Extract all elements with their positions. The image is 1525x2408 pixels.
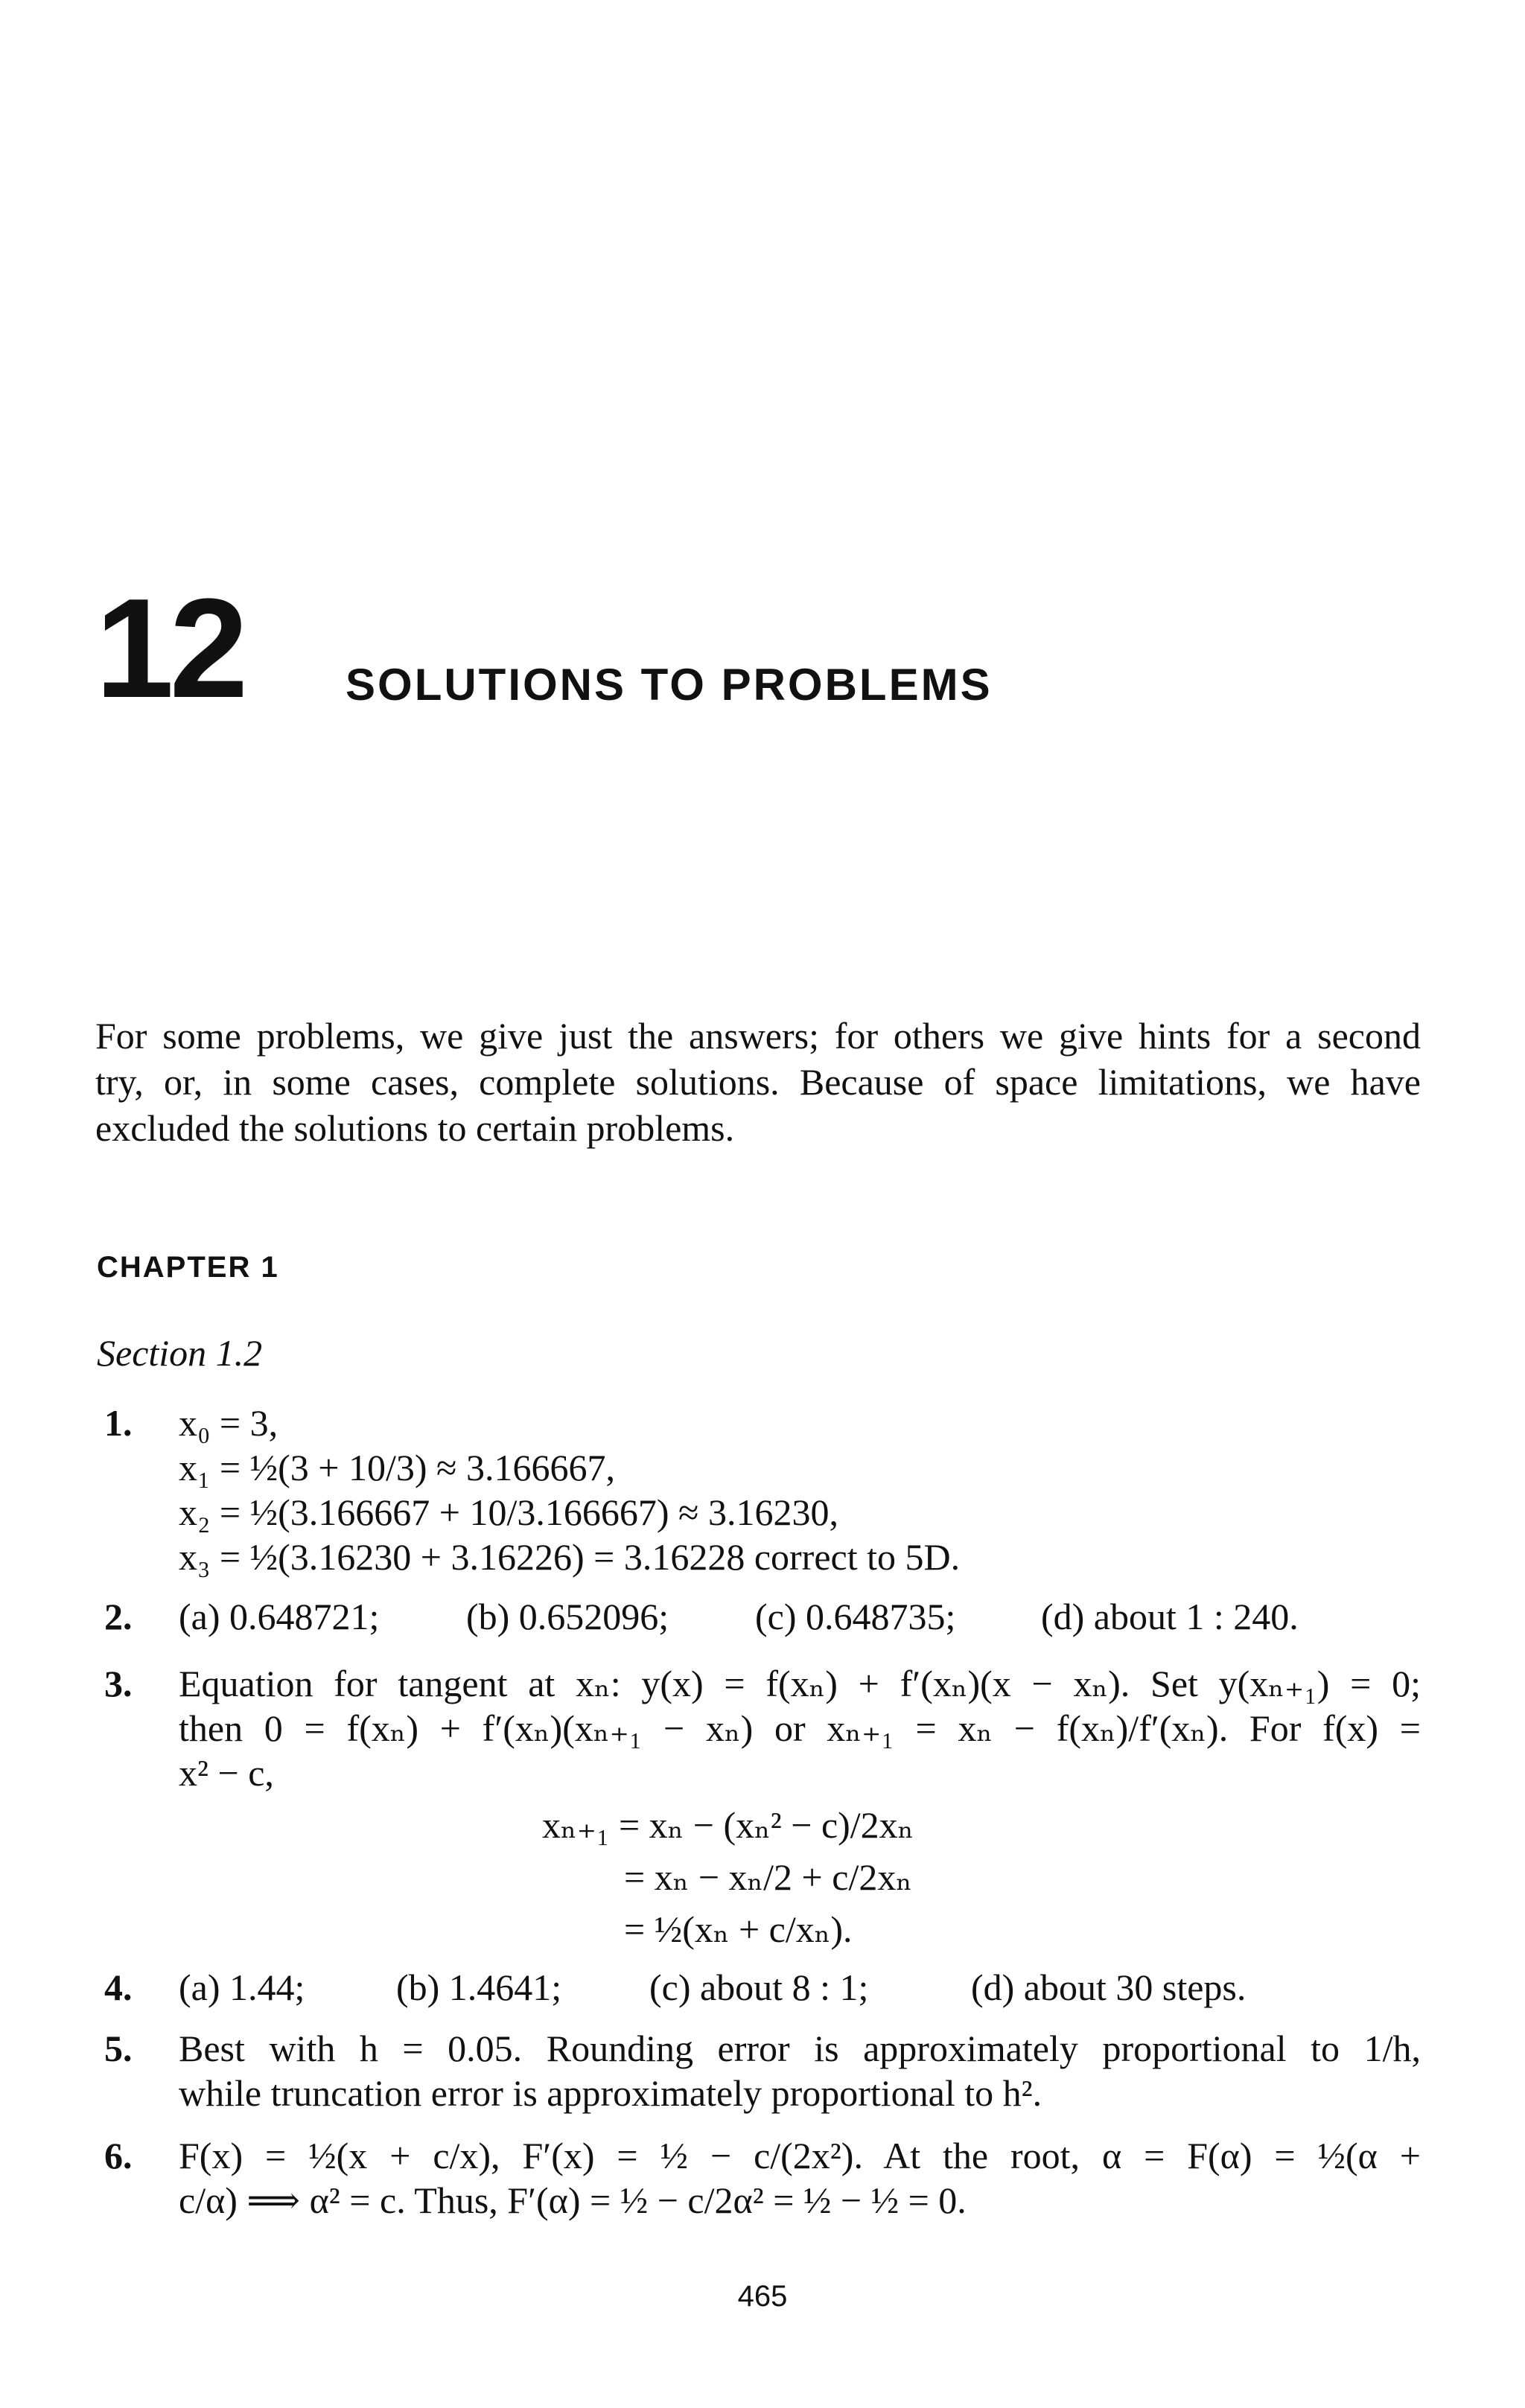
intro-line: For some problems, we give just the answers; for others we give hints for a second (95, 1015, 1421, 1057)
answer-b: (b) 1.4641; (396, 1966, 562, 2008)
answer-b: (b) 0.652096; (466, 1596, 669, 1637)
intro-paragraph (95, 1013, 1421, 1151)
chapter-heading: CHAPTER 1 (97, 1251, 279, 1284)
display-equation: = xₙ − xₙ/2 + c/2xₙ (624, 1856, 912, 1898)
text-line: c/α) ⟹ α² = c. Thus, F′(α) = ½ − c/2α² = ½ − ½ = 0. (179, 2179, 967, 2221)
chapter-number: 12 (95, 570, 244, 727)
answer-a: (a) 0.648721; (179, 1596, 380, 1637)
problem-number: 1. (104, 1402, 133, 1444)
text-line: then 0 = f(xₙ) + f′(xₙ)(xₙ₊₁ − xₙ) or xₙ₊₁ = xₙ − f(xₙ)/f′(xₙ). For f(x) = (179, 1707, 1421, 1749)
answer-c: (c) about 8 : 1; (649, 1966, 869, 2008)
text-line: Equation for tangent at xₙ: y(x) = f(xₙ) + f′(xₙ)(x − xₙ). Set y(xₙ₊₁) = 0; (179, 1663, 1421, 1704)
text-line: Best with h = 0.05. Rounding error is approximately proportional to 1/h, (179, 2028, 1421, 2069)
intro-line: excluded the solutions to certain problems. (95, 1107, 735, 1149)
problem-number: 5. (104, 2028, 133, 2069)
answer-a: (a) 1.44; (179, 1966, 305, 2008)
equation-line: x₂ = ½(3.166667 + 10/3.166667) ≈ 3.16230, (179, 1491, 838, 1533)
section-heading: Section 1.2 (97, 1332, 263, 1374)
display-equation: xₙ₊₁ = xₙ − (xₙ² − c)/2xₙ (542, 1804, 914, 1846)
problem-number: 2. (104, 1596, 133, 1637)
equation-line: x₀ = 3, (179, 1402, 278, 1444)
problem-number: 4. (104, 1966, 133, 2008)
problem-number: 3. (104, 1663, 133, 1704)
page-number: 465 (737, 2280, 788, 2313)
text-line: x² − c, (179, 1752, 274, 1794)
equation-line: x₃ = ½(3.16230 + 3.16226) = 3.16228 correct to 5D. (179, 1536, 961, 1578)
problem-number: 6. (104, 2135, 133, 2176)
text-line: F(x) = ½(x + c/x), F′(x) = ½ − c/(2x²). At the root, α = F(α) = ½(α + (179, 2135, 1421, 2176)
chapter-title: SOLUTIONS TO PROBLEMS (346, 660, 993, 710)
text-line: while truncation error is approximately proportional to h². (179, 2072, 1042, 2114)
answer-d: (d) about 1 : 240. (1041, 1596, 1299, 1637)
answer-d: (d) about 30 steps. (971, 1966, 1247, 2008)
answer-c: (c) 0.648735; (755, 1596, 956, 1637)
equation-line: x₁ = ½(3 + 10/3) ≈ 3.166667, (179, 1447, 615, 1488)
intro-line: try, or, in some cases, complete solutions. Because of space limitations, we have (95, 1061, 1421, 1103)
display-equation: = ½(xₙ + c/xₙ). (624, 1908, 853, 1950)
